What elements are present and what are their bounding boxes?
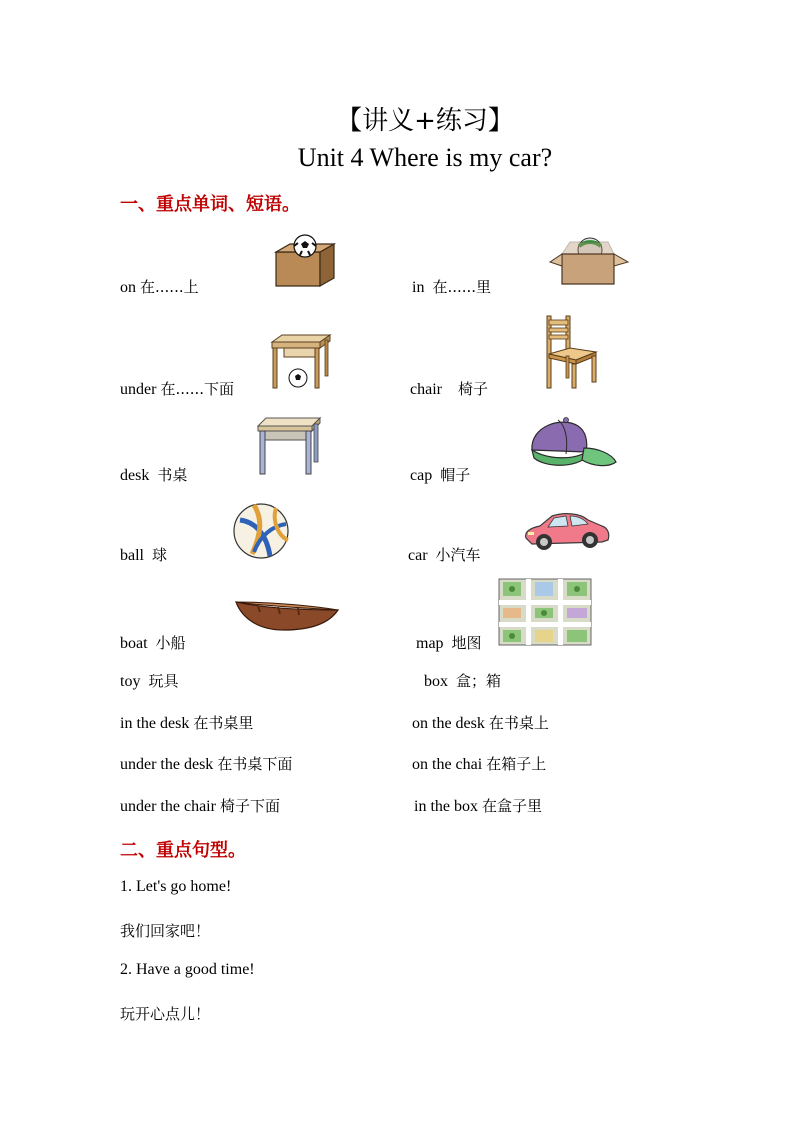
boat-icon: [234, 598, 340, 632]
word-cn: 椅子: [457, 380, 488, 398]
word-cn: 在......上: [140, 278, 199, 296]
word-en: car: [408, 547, 428, 564]
phrase-en: under the chair: [120, 798, 216, 815]
phrase-cn: 在箱子上: [486, 755, 547, 773]
word-toy: [120, 670, 178, 691]
phrase-en: in the desk: [120, 715, 190, 732]
desk-with-ball-under-icon: [270, 334, 332, 390]
sentence-1-cn: [120, 920, 210, 941]
word-boat: [120, 632, 186, 653]
section-heading-sentences: 二、重点句型。: [120, 840, 246, 861]
cap-icon: [528, 416, 618, 476]
word-en: under: [120, 381, 157, 398]
phrase-cn: 在书桌里: [193, 714, 254, 732]
sentence-2-en: 2. Have a good time!: [120, 961, 255, 978]
phrase-under-the-chair: [120, 795, 280, 816]
phrase-cn: 在盒子里: [482, 797, 543, 815]
word-cn: 小船: [155, 634, 186, 652]
word-en: box: [424, 673, 448, 690]
sentence-cn: 我们回家吧！: [120, 922, 211, 940]
word-cn: 球: [152, 546, 168, 564]
map-icon: [498, 578, 592, 646]
phrase-en: in the box: [414, 798, 478, 815]
sentence-cn: 玩开心点儿！: [120, 1005, 211, 1023]
word-en: on: [120, 279, 136, 296]
word-cn: 在......里: [432, 278, 492, 296]
phrase-on-the-chai: [412, 753, 546, 774]
word-car: [408, 544, 481, 565]
ball-icon: [232, 502, 290, 560]
box-with-ball-in-icon: [548, 236, 630, 286]
word-en: desk: [120, 467, 150, 484]
phrase-en: on the chai: [412, 756, 483, 773]
phrase-on-the-desk: [412, 712, 549, 733]
word-cn: 小汽车: [435, 546, 481, 564]
word-ball: [120, 544, 167, 565]
word-box: [424, 670, 501, 691]
desk-icon: [256, 416, 322, 476]
word-en: boat: [120, 635, 148, 652]
word-cn: 地图: [451, 634, 482, 652]
phrase-en: under the desk: [120, 756, 214, 773]
sentence-2-cn: [120, 1003, 210, 1024]
word-en: map: [416, 635, 444, 652]
section-heading-vocabulary: 一、重点单词、短语。: [120, 194, 300, 215]
word-cn: 在......下面: [160, 380, 235, 398]
word-cap: [410, 464, 470, 485]
page-title: Unit 4 Where is my car?: [297, 143, 553, 172]
phrase-in-the-desk: [120, 712, 253, 733]
word-cn: 玩具: [148, 672, 179, 690]
phrase-in-the-box: [414, 795, 542, 816]
box-with-ball-on-icon: [274, 234, 336, 288]
phrase-cn: 在书桌下面: [217, 755, 293, 773]
word-en: chair: [410, 381, 442, 398]
phrase-cn: 在书桌上: [488, 714, 549, 732]
word-cn: 帽子: [440, 466, 471, 484]
word-in: [412, 276, 491, 297]
word-en: ball: [120, 547, 144, 564]
word-under: [120, 378, 234, 399]
word-chair: [410, 378, 488, 399]
word-map: [416, 632, 482, 653]
phrase-cn: 椅子下面: [219, 797, 280, 815]
phrase-under-the-desk: [120, 753, 292, 774]
phrase-en: on the desk: [412, 715, 485, 732]
word-cn: 盒；箱: [456, 672, 502, 690]
word-en: in: [412, 279, 425, 296]
word-on: [120, 276, 199, 297]
word-en: cap: [410, 467, 433, 484]
word-en: toy: [120, 673, 141, 690]
sentence-1-en: 1. Let's go home!: [120, 878, 232, 895]
word-desk: [120, 464, 187, 485]
word-cn: 书桌: [157, 466, 188, 484]
chair-icon: [544, 314, 600, 390]
car-icon: [522, 510, 610, 552]
page-title-bracket: 【讲义+练习】: [336, 106, 514, 136]
